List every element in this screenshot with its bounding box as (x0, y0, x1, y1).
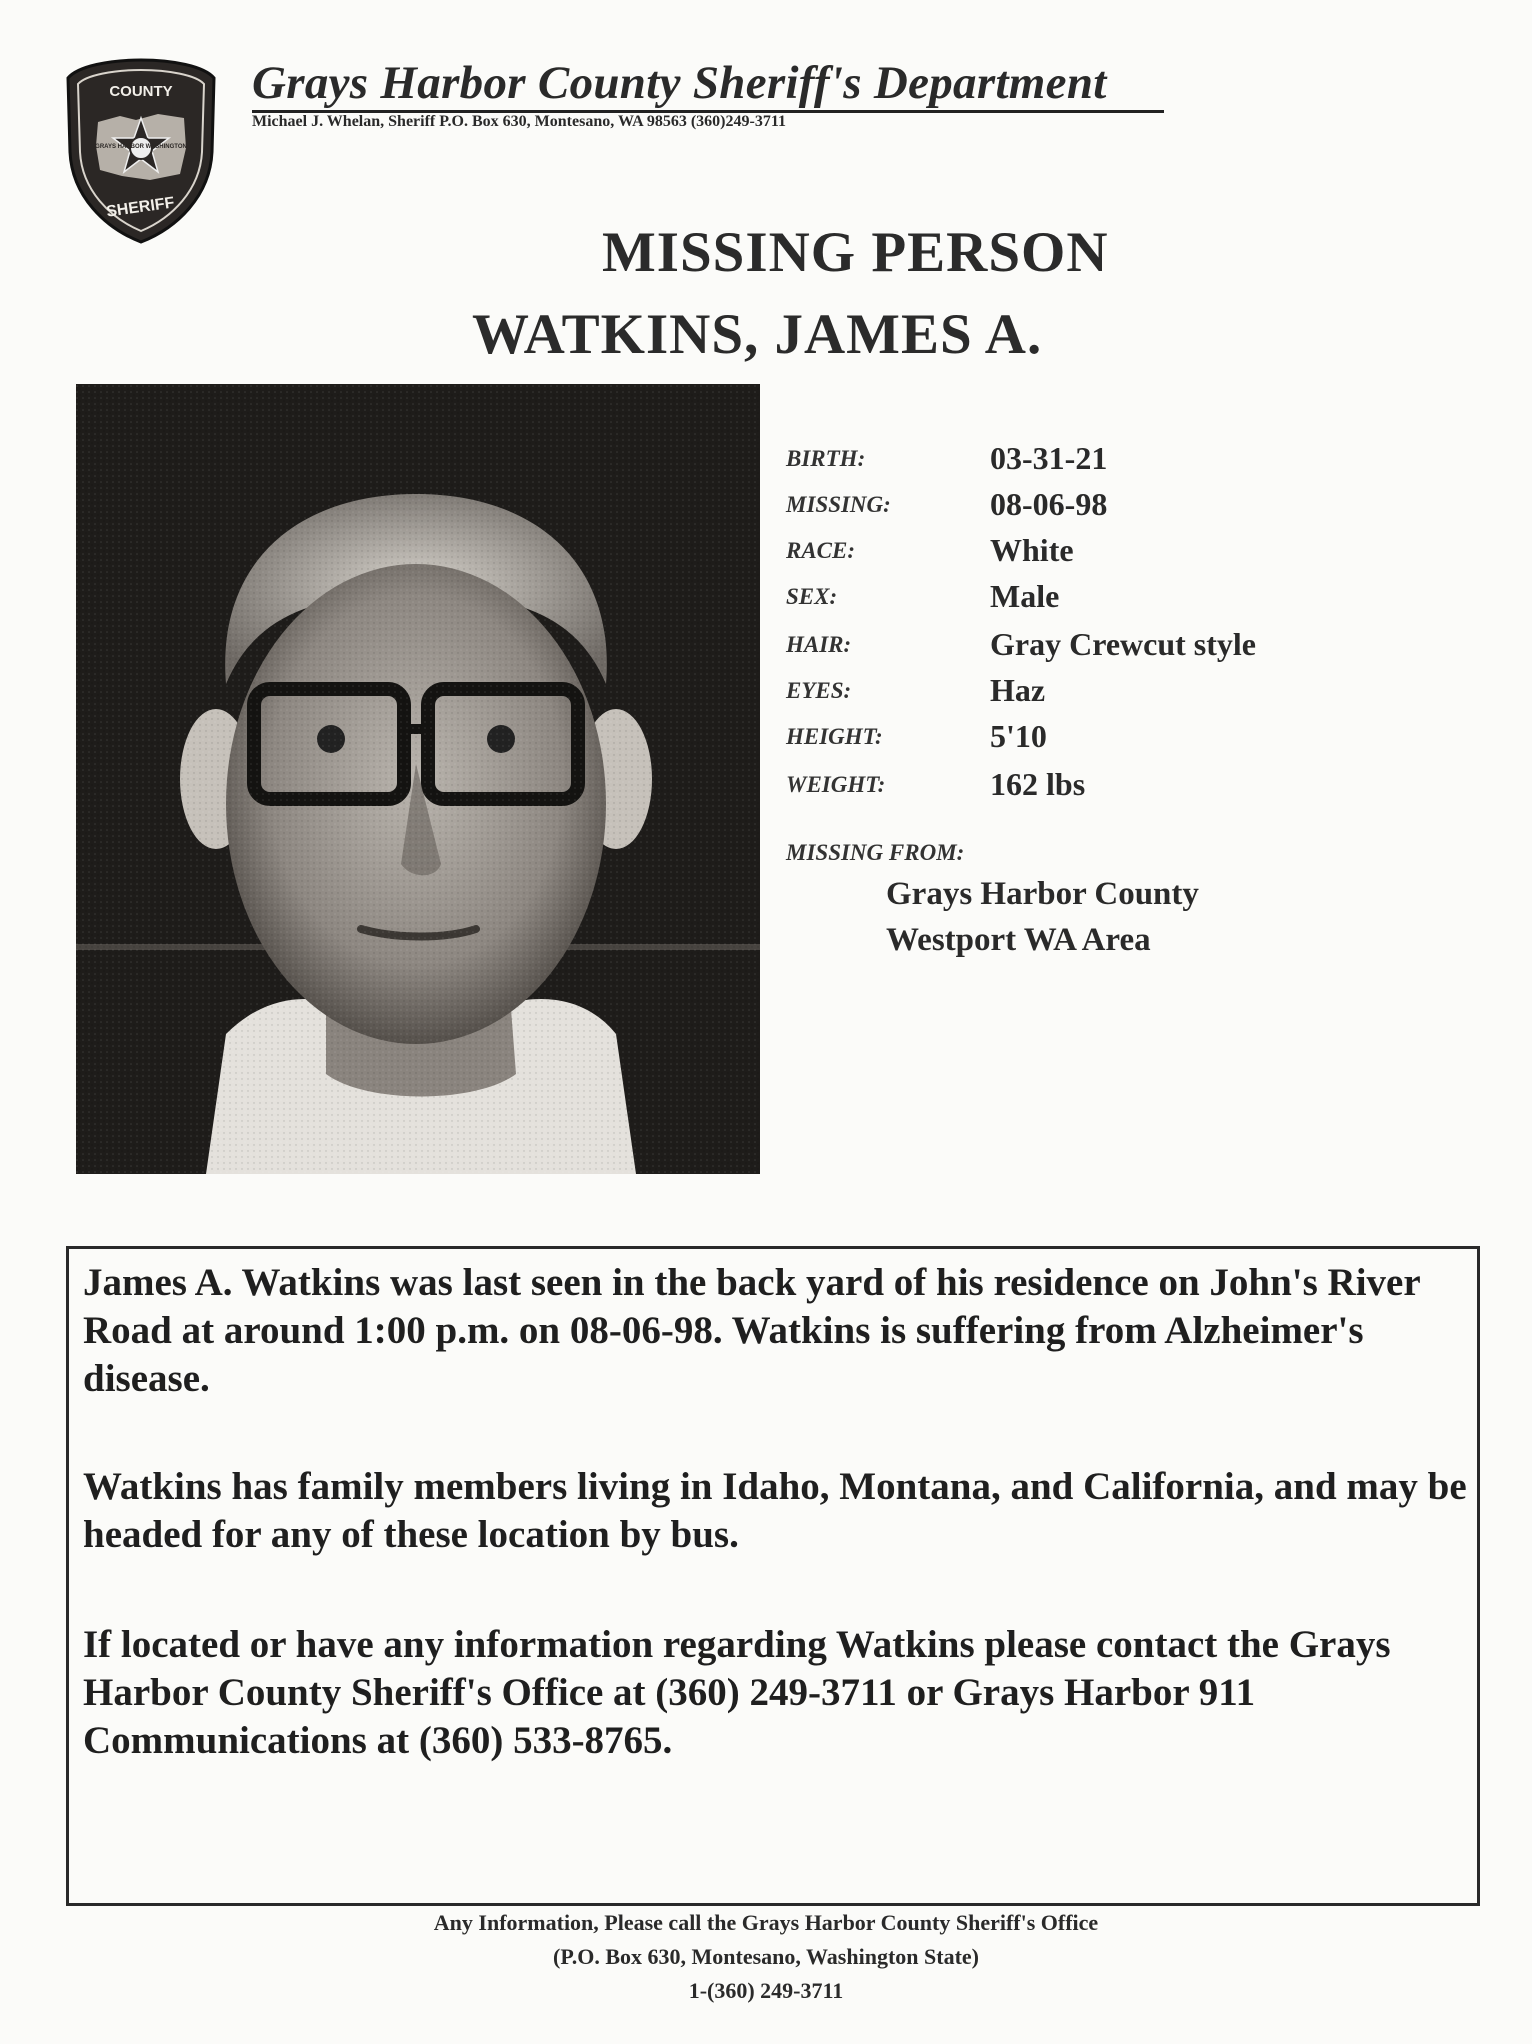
portrait-photo (76, 384, 760, 1174)
stat-value-weight: 162 lbs (990, 766, 1086, 802)
stat-label-sex: SEX: (786, 584, 838, 609)
department-title: Grays Harbor County Sheriff's Department (252, 57, 1107, 109)
stat-label-race: RACE: (786, 538, 856, 563)
stat-value-sex: Male (990, 578, 1060, 614)
sheriff-badge-logo (62, 56, 220, 246)
missing-from-line: Grays Harbor County (886, 876, 1199, 912)
stat-label-missing: MISSING: (786, 492, 891, 517)
stat-value-race: White (990, 532, 1074, 568)
stat-value-hair: Gray Crewcut style (990, 626, 1256, 662)
footer-address-line: (P.O. Box 630, Montesano, Washington State) (553, 1944, 979, 1969)
badge-bottom-text: SHERIFF (105, 194, 176, 221)
description-paragraph: James A. Watkins was last seen in the back yard of his residence on John's River Road at around 1:00 p.m. on 08-06-98. Watkins is suffering from Alzheimer's disease. (83, 1261, 1420, 1400)
stat-label-eyes: EYES: (786, 678, 852, 703)
missing-person-heading: MISSING PERSON (602, 221, 1109, 284)
description-paragraph: Watkins has family members living in Idaho, Montana, and California, and may be headed for any of these location by bus. (83, 1465, 1467, 1556)
stat-value-eyes: Haz (990, 672, 1046, 708)
stat-value-missing: 08-06-98 (990, 486, 1108, 522)
stat-label-birth: BIRTH: (786, 446, 866, 471)
stat-label-hair: HAIR: (786, 632, 852, 657)
badge-state-text: GRAYS HARBOR WASHINGTON (95, 144, 187, 150)
missing-from-line: Westport WA Area (886, 922, 1151, 958)
stat-value-height: 5'10 (990, 718, 1047, 754)
footer-phone-line: 1-(360) 249-3711 (688, 1978, 844, 2003)
person-name-heading: WATKINS, JAMES A. (472, 303, 1043, 366)
stat-label-height: HEIGHT: (786, 724, 883, 749)
stat-value-birth: 03-31-21 (990, 440, 1108, 476)
stat-label-weight: WEIGHT: (786, 772, 886, 797)
department-address: Michael J. Whelan, Sheriff P.O. Box 630, Montesano, WA 98563 (360)249-3711 (252, 113, 786, 130)
description-box (66, 1246, 1480, 1906)
missing-from-label: MISSING FROM: (786, 840, 965, 865)
footer-contact-line: Any Information, Please call the Grays Harbor County Sheriff's Office (433, 1910, 1099, 1935)
badge-top-text: COUNTY (109, 83, 173, 100)
description-paragraph: If located or have any information regarding Watkins please contact the Grays Harbor County Sheriff's Office at (360) 249-3711 or Grays Harbor 911 Communications at (360) 533-8765. (83, 1623, 1391, 1762)
